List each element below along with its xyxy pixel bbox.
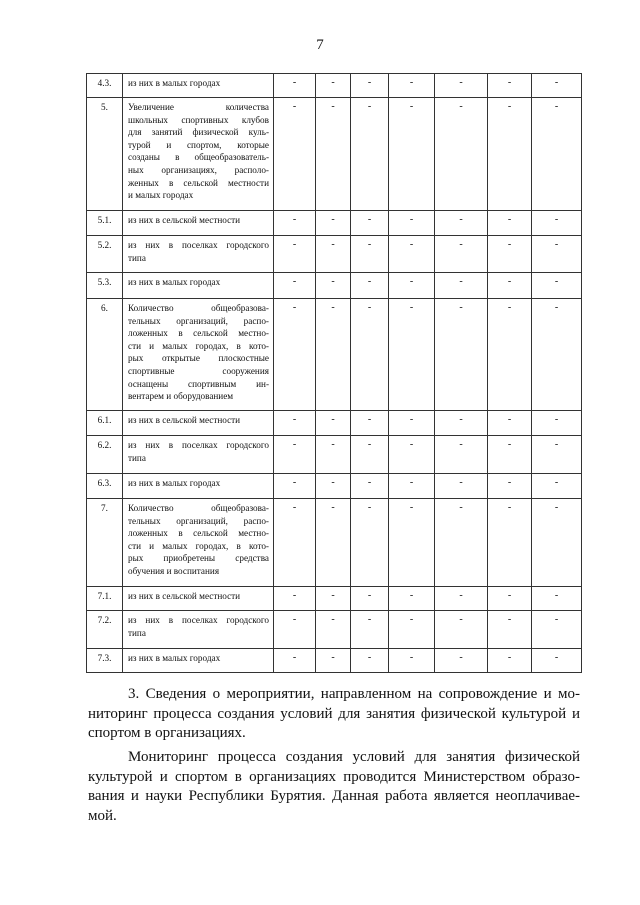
value-cell: - [532, 74, 582, 98]
description-line: из них в сельской местности [128, 415, 241, 425]
value-cell: - [488, 587, 532, 611]
paragraph-monitoring [88, 748, 580, 826]
description-line: школьных спортивных клубов [128, 114, 269, 125]
description-line: типа [128, 452, 146, 463]
value-cell: - [351, 436, 389, 474]
value-cell: - [274, 499, 316, 587]
value-cell: - [316, 499, 351, 587]
description-line: и малых городах [128, 190, 194, 201]
description-line: сти и малых городах, в кото- [128, 540, 269, 551]
value-cell: - [532, 299, 582, 411]
value-cell: - [389, 211, 435, 236]
row-description [123, 611, 274, 649]
indicator-table [86, 73, 582, 673]
table-row [87, 236, 582, 273]
table-row [87, 649, 582, 673]
table-row [87, 273, 582, 299]
value-cell: - [389, 236, 435, 273]
page-number: 7 [316, 37, 324, 53]
description-line: вентарем и оборудованием [128, 391, 234, 402]
paragraph-line: 3. Сведения о мероприятии, направленном на сопровождение и мо- [128, 686, 580, 702]
value-cell: - [351, 299, 389, 411]
value-cell: - [389, 299, 435, 411]
value-cell: - [389, 98, 435, 211]
description-line: из них в поселках городского [128, 440, 269, 450]
row-number: 7.2. [87, 611, 123, 649]
row-description [123, 474, 274, 499]
value-cell: - [351, 649, 389, 673]
value-cell: - [316, 236, 351, 273]
row-number: 5.2. [87, 236, 123, 273]
description-line: из них в сельской местности [128, 215, 241, 225]
value-cell: - [532, 474, 582, 499]
table-row [87, 499, 582, 587]
description-line: из них в малых городах [128, 653, 221, 663]
value-cell: - [389, 611, 435, 649]
value-cell: - [435, 74, 488, 98]
value-cell: - [389, 499, 435, 587]
value-cell: - [389, 411, 435, 436]
value-cell: - [389, 474, 435, 499]
value-cell: - [488, 436, 532, 474]
value-cell: - [351, 236, 389, 273]
description-line: сти и малых городах, в кото- [128, 340, 269, 351]
value-cell: - [316, 299, 351, 411]
description-line: турой и спортом, которые [128, 139, 269, 150]
description-line: Увеличение количества [128, 102, 269, 112]
description-line: типа [128, 252, 146, 263]
value-cell: - [274, 273, 316, 299]
table-row [87, 299, 582, 411]
value-cell: - [316, 74, 351, 98]
description-line: тельных организаций, распо- [128, 515, 269, 526]
value-cell: - [274, 474, 316, 499]
value-cell: - [532, 587, 582, 611]
value-cell: - [532, 211, 582, 236]
value-cell: - [274, 299, 316, 411]
description-line: типа [128, 627, 146, 638]
value-cell: - [351, 211, 389, 236]
description-line: из них в малых городах [128, 78, 221, 88]
description-line: Количество общеобразова- [128, 503, 269, 513]
description-line: рых открытые плоскостные [128, 353, 269, 364]
row-description [123, 299, 274, 411]
value-cell: - [316, 436, 351, 474]
description-line: из них в поселках городского [128, 240, 269, 250]
value-cell: - [274, 411, 316, 436]
value-cell: - [435, 474, 488, 499]
value-cell: - [351, 273, 389, 299]
value-cell: - [435, 299, 488, 411]
value-cell: - [435, 649, 488, 673]
value-cell: - [316, 474, 351, 499]
row-description [123, 74, 274, 98]
table-row [87, 436, 582, 474]
value-cell: - [351, 474, 389, 499]
value-cell: - [435, 211, 488, 236]
value-cell: - [316, 273, 351, 299]
paragraph-line: мой. [88, 807, 117, 824]
value-cell: - [274, 649, 316, 673]
value-cell: - [316, 411, 351, 436]
description-line: обучения и воспитания [128, 565, 220, 576]
table-row [87, 611, 582, 649]
value-cell: - [274, 98, 316, 211]
value-cell: - [532, 649, 582, 673]
value-cell: - [274, 436, 316, 474]
row-number: 5. [87, 98, 123, 211]
value-cell: - [389, 587, 435, 611]
value-cell: - [389, 74, 435, 98]
paragraph-section-3 [88, 685, 580, 744]
table-row [87, 587, 582, 611]
table-row [87, 474, 582, 499]
row-description [123, 587, 274, 611]
value-cell: - [488, 98, 532, 211]
paragraph-line: культурой и спортом в организациях проводится Министерством образо- [88, 768, 580, 785]
row-description [123, 411, 274, 436]
value-cell: - [389, 273, 435, 299]
value-cell: - [488, 299, 532, 411]
value-cell: - [351, 499, 389, 587]
value-cell: - [488, 499, 532, 587]
row-description [123, 499, 274, 587]
value-cell: - [532, 499, 582, 587]
row-number: 7.1. [87, 587, 123, 611]
value-cell: - [351, 411, 389, 436]
description-line: ных организациях, располо- [128, 164, 269, 175]
value-cell: - [274, 587, 316, 611]
value-cell: - [532, 236, 582, 273]
value-cell: - [274, 236, 316, 273]
row-number: 6.3. [87, 474, 123, 499]
row-description [123, 436, 274, 474]
value-cell: - [435, 499, 488, 587]
row-number: 5.3. [87, 273, 123, 299]
row-description [123, 98, 274, 211]
description-line: из них в малых городах [128, 478, 221, 488]
value-cell: - [435, 436, 488, 474]
value-cell: - [488, 74, 532, 98]
description-line: из них в поселках городского [128, 615, 269, 625]
paragraph-line: вания и науки Республики Бурятия. Данная работа является неоплачивае- [88, 788, 580, 804]
row-number: 7.3. [87, 649, 123, 673]
value-cell: - [532, 436, 582, 474]
value-cell: - [435, 273, 488, 299]
value-cell: - [532, 611, 582, 649]
description-line: тельных организаций, распо- [128, 315, 269, 326]
table-row [87, 98, 582, 211]
row-description [123, 236, 274, 273]
value-cell: - [274, 211, 316, 236]
table-row [87, 74, 582, 98]
description-line: из них в малых городах [128, 277, 221, 287]
table-row [87, 411, 582, 436]
value-cell: - [316, 587, 351, 611]
value-cell: - [532, 411, 582, 436]
row-description [123, 211, 274, 236]
paragraph-line: Мониторинг процесса создания условий для занятия физической [128, 749, 580, 765]
row-number: 6.2. [87, 436, 123, 474]
value-cell: - [435, 236, 488, 273]
description-line: для занятий физической куль- [128, 127, 269, 138]
description-line: созданы в общеобразователь- [128, 152, 269, 163]
value-cell: - [351, 74, 389, 98]
row-number: 6. [87, 299, 123, 411]
row-number: 7. [87, 499, 123, 587]
value-cell: - [389, 649, 435, 673]
description-line: из них в сельской местности [128, 591, 241, 601]
table-body [87, 74, 582, 673]
value-cell: - [532, 98, 582, 211]
value-cell: - [488, 211, 532, 236]
row-number: 6.1. [87, 411, 123, 436]
value-cell: - [488, 411, 532, 436]
value-cell: - [316, 98, 351, 211]
value-cell: - [488, 236, 532, 273]
value-cell: - [316, 211, 351, 236]
row-number: 4.3. [87, 74, 123, 98]
description-line: рых приобретены средства [128, 553, 269, 564]
value-cell: - [351, 587, 389, 611]
value-cell: - [274, 611, 316, 649]
paragraph-line: ниторинг процесса создания условий для занятия физической культурой и [88, 705, 580, 722]
value-cell: - [435, 98, 488, 211]
value-cell: - [435, 587, 488, 611]
value-cell: - [435, 411, 488, 436]
row-description [123, 273, 274, 299]
value-cell: - [389, 436, 435, 474]
value-cell: - [488, 474, 532, 499]
value-cell: - [488, 273, 532, 299]
value-cell: - [316, 611, 351, 649]
description-line: оснащены спортивным ин- [128, 378, 269, 389]
value-cell: - [488, 649, 532, 673]
value-cell: - [435, 611, 488, 649]
description-line: ложенных в сельской местно- [128, 328, 269, 339]
value-cell: - [274, 74, 316, 98]
value-cell: - [351, 611, 389, 649]
value-cell: - [351, 98, 389, 211]
row-description [123, 649, 274, 673]
value-cell: - [532, 273, 582, 299]
value-cell: - [316, 649, 351, 673]
description-line: Количество общеобразова- [128, 303, 269, 313]
description-line: спортивные сооружения [128, 365, 269, 376]
paragraph-line: спортом в организациях. [88, 725, 246, 741]
table-row [87, 211, 582, 236]
description-line: женных в сельской местности [128, 177, 269, 188]
description-line: ложенных в сельской местно- [128, 528, 269, 539]
value-cell: - [488, 611, 532, 649]
row-number: 5.1. [87, 211, 123, 236]
